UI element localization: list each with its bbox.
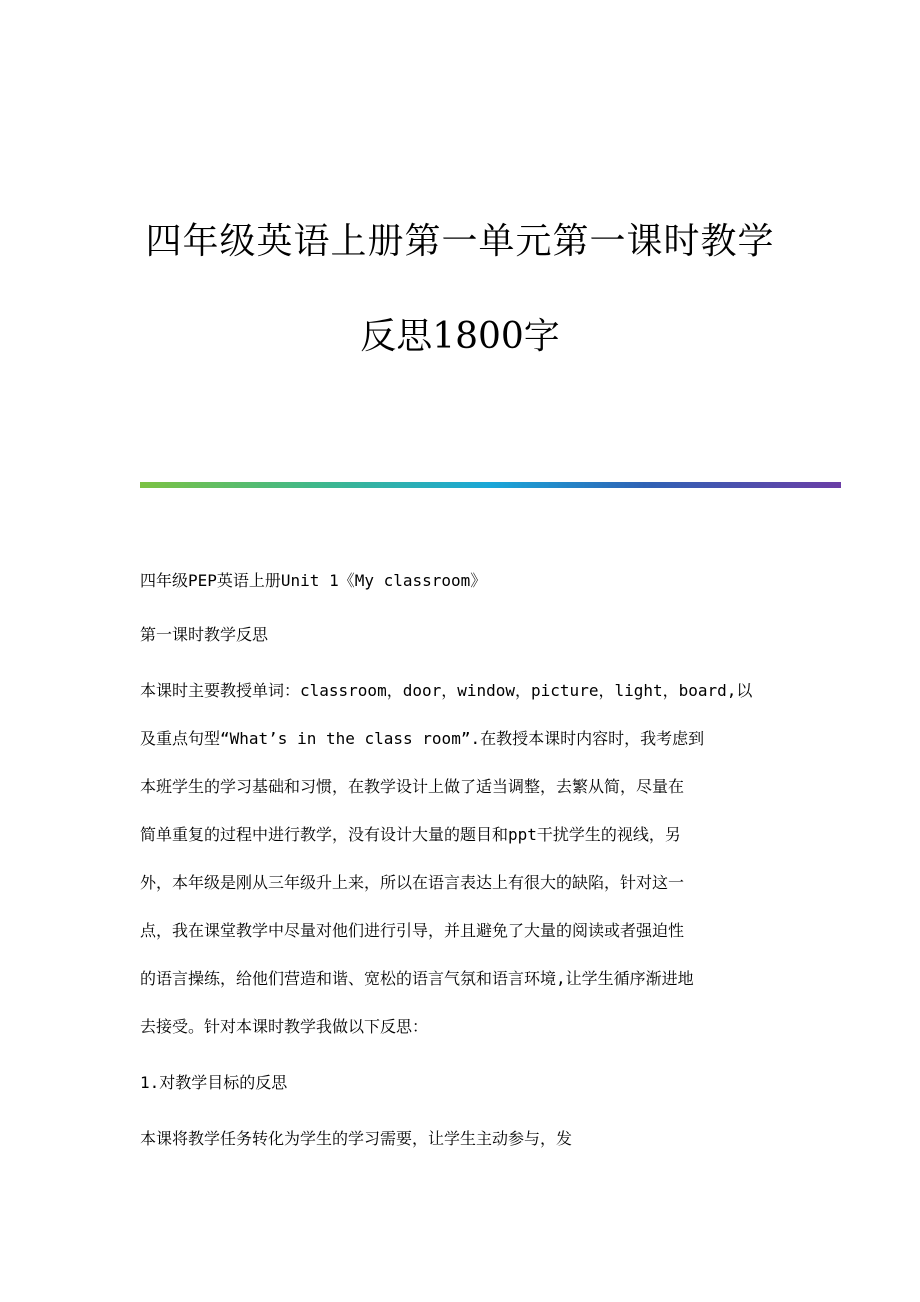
body-line: 本课时主要教授单词：classroom，door，window，picture，light，board,以	[140, 681, 753, 700]
document-subtitle: 四年级PEP英语上册Unit 1《My classroom》	[140, 571, 487, 590]
body-line: 本班学生的学习基础和习惯，在教学设计上做了适当调整，去繁从简，尽量在	[140, 777, 685, 796]
body-line: 及重点句型“What’s in the class room”.在教授本课时内容时，我考虑到	[140, 729, 705, 748]
gradient-divider	[140, 482, 841, 488]
body-line: 的语言操练，给他们营造和谐、宽松的语言气氛和语言环境,让学生循序渐进地	[140, 969, 694, 988]
point-1-text: 本课将教学任务转化为学生的学习需要，让学生主动参与，发	[140, 1129, 573, 1148]
body-line: 去接受。针对本课时教学我做以下反思：	[140, 1017, 429, 1036]
body-line: 简单重复的过程中进行教学，没有设计大量的题目和ppt干扰学生的视线，另	[140, 825, 681, 844]
body-line: 点，我在课堂教学中尽量对他们进行引导，并且避免了大量的阅读或者强迫性	[140, 921, 685, 940]
document-title-line-1: 四年级英语上册第一单元第一课时教学	[145, 221, 775, 262]
body-line: 外，本年级是刚从三年级升上来，所以在语言表达上有很大的缺陷，针对这一	[140, 873, 685, 892]
point-1-heading: 1.对教学目标的反思	[140, 1073, 288, 1092]
body-paragraph	[140, 667, 790, 1051]
section-heading: 第一课时教学反思	[140, 625, 269, 644]
document-title-line-2: 反思1800字	[360, 316, 560, 357]
